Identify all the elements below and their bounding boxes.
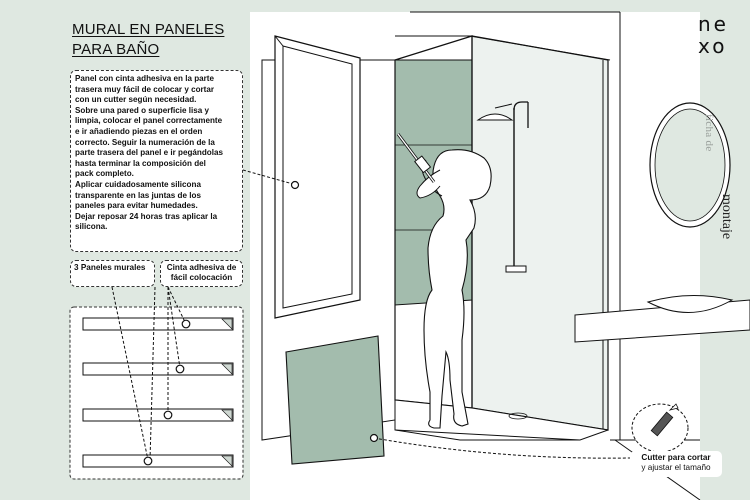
instructions-box (70, 70, 243, 252)
cutter-label-line-1: Cutter para cortar (641, 453, 711, 462)
brand-line-1: ne (698, 12, 729, 36)
instructions-text: Panel con cinta adhesiva en la parte trasera muy fácil de colocar y cortar con un cutter según necesidad. Sobre una pared o superficie lisa y limpia, colocar el panel correctamente e ir añadiendo piezas en el orden correcto. Seguir la numeración de la parte trasera del panel e ir pegándolas hasta terminar la composición del pack completo. Aplicar cuidadosamente silicona transparente en las juntas de los paneles para evitar humedades. Dejar reposar 24 horas tras aplicar la silicona. (75, 74, 223, 232)
sheet-type-word-1: ficha de (703, 114, 715, 152)
title-line-1: MURAL EN PANELES (72, 21, 225, 38)
title-line-2: PARA BAÑO (72, 41, 160, 58)
panels-label (70, 260, 155, 287)
wall-mirror (275, 36, 360, 318)
brand-line-2: xo (698, 34, 728, 58)
cutter-label (630, 451, 722, 477)
tape-label (160, 260, 243, 287)
panels-diagram (70, 307, 243, 479)
tape-label-text: Cinta adhesiva de fácil colocación (166, 263, 237, 282)
loose-panel (286, 336, 384, 464)
brand-logo (698, 14, 732, 60)
sheet-type-word-2: montaje (719, 194, 734, 240)
cutter-icon (632, 404, 688, 452)
sheet-type-label (700, 110, 734, 250)
page-title (72, 20, 224, 60)
cutter-label-line-2: y ajustar el tamaño (641, 463, 711, 472)
panels-label-text: 3 Paneles murales (74, 263, 146, 272)
